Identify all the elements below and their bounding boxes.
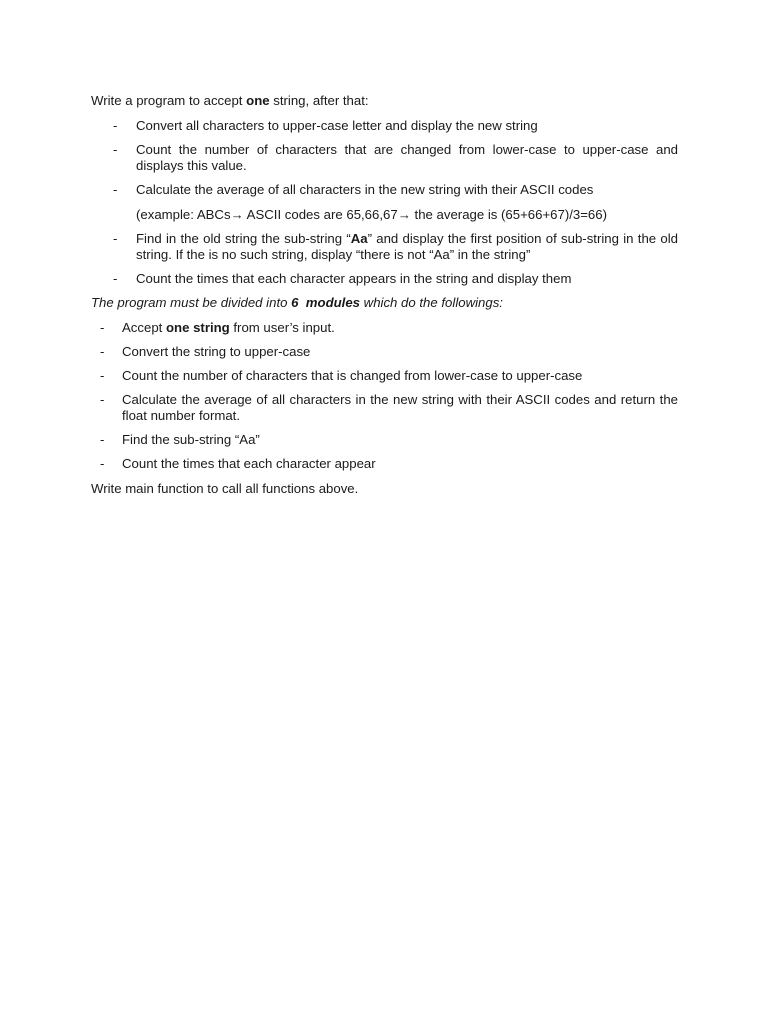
- requirement-count-chars: Count the times that each character appears in the string and display them: [136, 271, 572, 286]
- bullet-dash: -: [100, 392, 105, 407]
- bullet-dash: -: [100, 456, 105, 471]
- module-text-end: from user’s input.: [229, 320, 335, 335]
- requirement-average-ascii: Calculate the average of all characters in the new string with their ASCII codes: [136, 182, 594, 197]
- intro-bold-word: one: [246, 93, 270, 108]
- intro-text: Write a program to accept: [91, 93, 247, 108]
- bullet-dash: -: [100, 432, 105, 447]
- modules-count-bold: 6 modules: [291, 295, 361, 310]
- module-convert-uppercase: Convert the string to upper-case: [122, 344, 311, 359]
- bullet-dash: -: [113, 231, 118, 246]
- bullet-dash: -: [113, 142, 118, 157]
- bullet-dash: -: [100, 320, 105, 335]
- module-average-ascii: Calculate the average of all characters in the new string with their ASCII codes and return the float number format.: [122, 392, 678, 423]
- bullet-dash: -: [113, 118, 118, 133]
- requirement-find-substring: [136, 231, 678, 263]
- find-text: Find in the old string the sub-string “: [136, 231, 351, 246]
- modules-intro: [91, 295, 681, 311]
- module-count-chars: Count the times that each character appear: [122, 456, 376, 471]
- bullet-dash: -: [100, 368, 105, 383]
- bullet-dash: -: [113, 271, 118, 286]
- closing-paragraph: Write main function to call all functions above.: [91, 481, 359, 496]
- intro-paragraph: [91, 93, 681, 109]
- requirement-count-changed: Count the number of characters that are changed from lower-case to upper-case and displays this value.: [136, 142, 678, 173]
- ascii-example: (example: ABCs→ ASCII codes are 65,66,67→ the average is (65+66+67)/3=66): [136, 207, 607, 222]
- modules-intro-text-end: which do the followings:: [360, 295, 503, 310]
- module-accept-string: [122, 320, 678, 336]
- bullet-dash: -: [113, 182, 118, 197]
- find-bold-substring: Aa: [350, 231, 368, 246]
- module-bold-text: one string: [165, 320, 230, 335]
- intro-text-end: string, after that:: [269, 93, 369, 108]
- find-text-end: ” and display the first position of sub-string in the old string. If the is no such string, display “there is not “Aa” in the string”: [136, 231, 678, 262]
- bullet-dash: -: [100, 344, 105, 359]
- module-count-changed: Count the number of characters that is changed from lower-case to upper-case: [122, 368, 583, 383]
- module-text: Accept: [122, 320, 166, 335]
- modules-intro-text: The program must be divided into: [91, 295, 292, 310]
- requirement-uppercase: Convert all characters to upper-case letter and display the new string: [136, 118, 538, 133]
- module-find-substring: Find the sub-string “Aa”: [122, 432, 260, 447]
